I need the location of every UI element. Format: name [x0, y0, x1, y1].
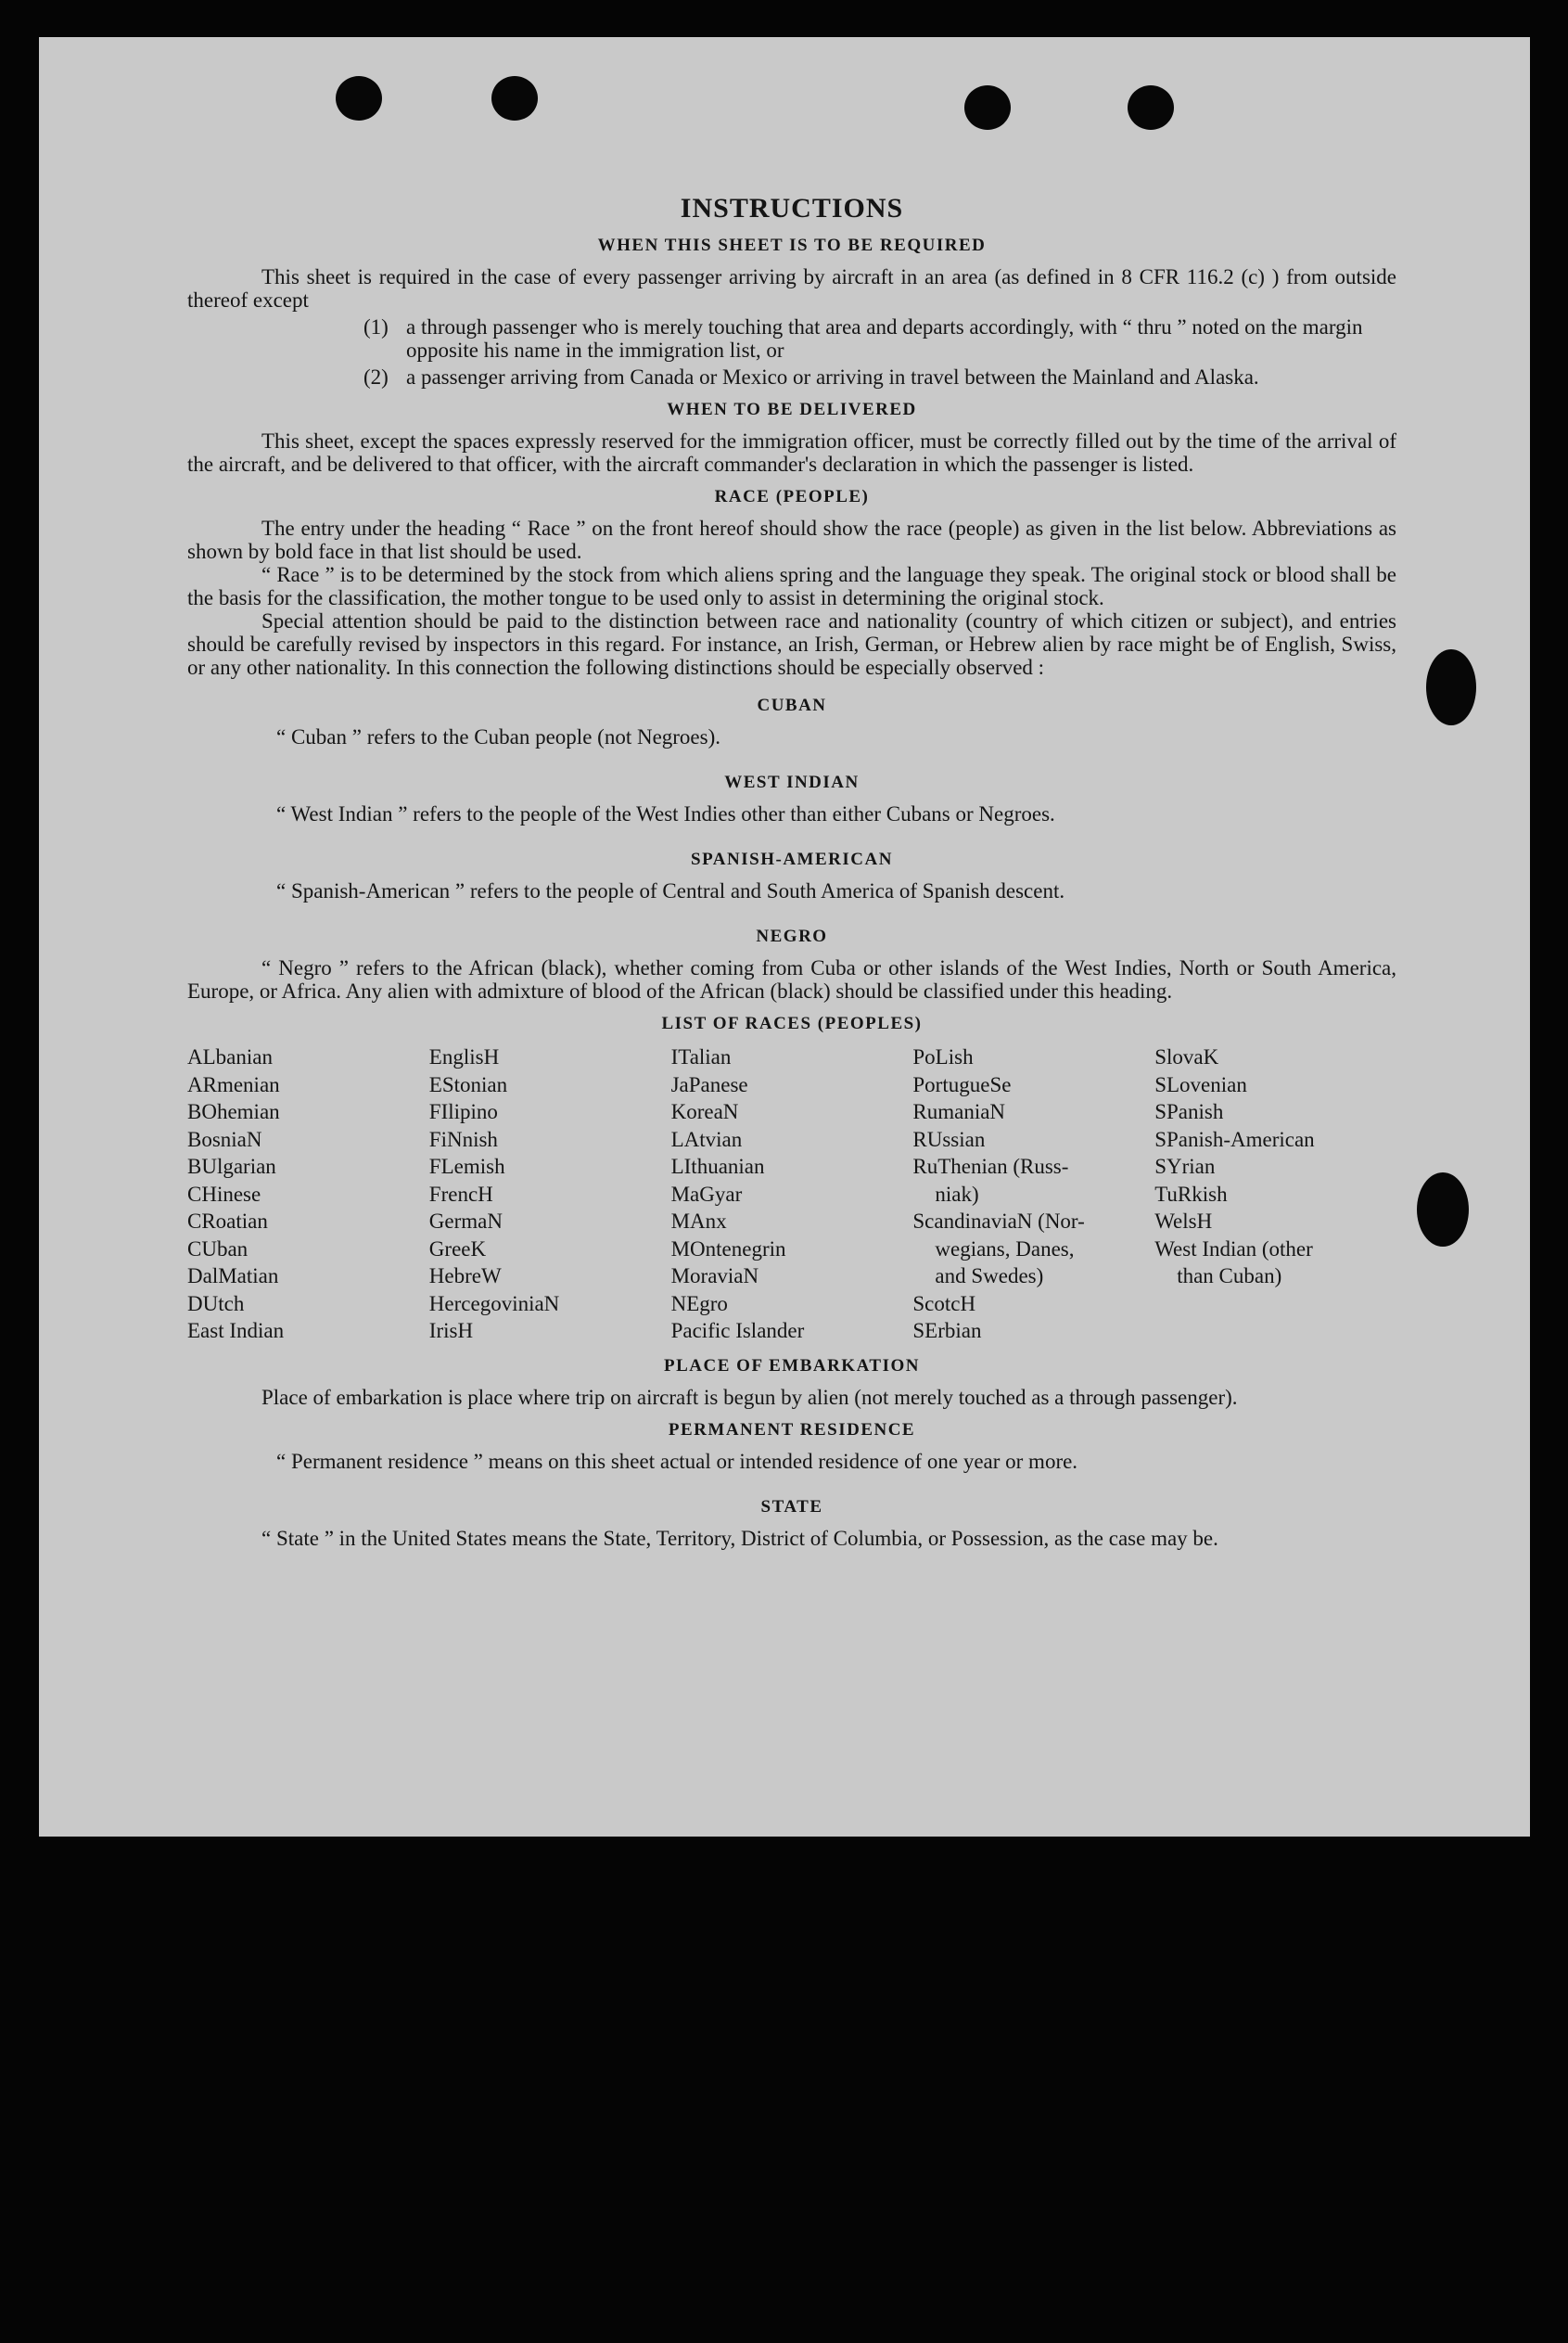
- race-entry: JaPanese: [670, 1072, 748, 1096]
- race-entry: ARmenian: [187, 1072, 280, 1096]
- race-entry: RUssian: [912, 1127, 986, 1151]
- race-entry: ScandinaviaN (Nor-: [912, 1210, 1085, 1233]
- page-title: INSTRUCTIONS: [680, 193, 904, 224]
- races-column: [671, 1043, 913, 1345]
- spanish-american-text: “ Spanish-American ” refers to the people of Central and South America of Spanish descent.: [276, 879, 1065, 903]
- race-entry: and Swedes): [935, 1264, 1044, 1287]
- race-entry: KoreaN: [670, 1100, 739, 1123]
- race-entry: MaGyar: [670, 1182, 743, 1206]
- race-entry: West Indian (other: [1154, 1236, 1313, 1261]
- heading-when-required: WHEN THIS SHEET IS TO BE REQUIRED: [597, 236, 987, 255]
- race-entry: HercegoviniaN: [428, 1291, 560, 1315]
- race-entry: DUtch: [187, 1291, 245, 1315]
- race-entry: MoraviaN: [670, 1264, 759, 1287]
- document-sheet: [39, 37, 1530, 1837]
- races-column: [1154, 1043, 1396, 1345]
- exception-item: [363, 365, 1396, 389]
- race-paragraph: “ Race ” is to be determined by the stock from which aliens spring and the language they speak. The original stock or blood shall be the basis for the classification, the mother tongue to be used only to assist in determining the original stock.: [187, 563, 1396, 609]
- race-entry: FIlipino: [428, 1100, 498, 1123]
- race-entry: ALbanian: [187, 1045, 273, 1069]
- race-entry: BOhemian: [187, 1100, 280, 1123]
- negro-text: “ Negro ” refers to the African (black), whether coming from Cuba or other islands of the West Indies, North or South America, Europe, or Africa. Any alien with admixture of blood of the African (black) should be classified under this heading.: [187, 956, 1396, 1003]
- heading-race: RACE (PEOPLE): [714, 487, 870, 506]
- item-number: (2): [363, 365, 389, 389]
- race-entry: SPanish-American: [1154, 1127, 1315, 1151]
- race-entry: SYrian: [1154, 1155, 1216, 1178]
- embarkation-text: Place of embarkation is place where trip on aircraft is begun by alien (not merely touched as a through passenger).: [261, 1385, 1238, 1409]
- race-entry: HebreW: [428, 1264, 502, 1287]
- heading-cuban: CUBAN: [757, 696, 827, 715]
- race-entry: PortugueSe: [912, 1072, 1012, 1096]
- punch-hole: [336, 76, 382, 121]
- race-entry: NEgro: [670, 1291, 728, 1315]
- west-indian-text: “ West Indian ” refers to the people of the West Indies other than either Cubans or Negroes.: [276, 802, 1055, 826]
- heading-embarkation: PLACE OF EMBARKATION: [664, 1355, 920, 1376]
- item-text: a passenger arriving from Canada or Mexico or arriving in travel between the Mainland and Alaska.: [406, 365, 1259, 389]
- race-entry: SlovaK: [1154, 1045, 1219, 1069]
- race-entry: FiNnish: [428, 1127, 498, 1151]
- race-entry: Pacific Islander: [670, 1319, 805, 1342]
- race-entry: RumaniaN: [912, 1100, 1006, 1123]
- heading-negro: NEGRO: [756, 927, 828, 946]
- punch-hole: [491, 76, 538, 121]
- race-entry: CRoatian: [187, 1210, 268, 1233]
- heading-west-indian: WEST INDIAN: [724, 773, 860, 792]
- race-entry: ScotcH: [912, 1291, 976, 1315]
- race-entry: LAtvian: [670, 1127, 743, 1151]
- race-entry: BUlgarian: [187, 1155, 276, 1178]
- heading-state: STATE: [760, 1496, 823, 1517]
- punch-hole: [1426, 649, 1476, 725]
- race-entry: MAnx: [670, 1210, 727, 1233]
- race-entry: ITalian: [670, 1045, 732, 1069]
- heading-spanish-american: SPANISH-AMERICAN: [691, 850, 893, 869]
- race-entry: than Cuban): [1177, 1264, 1282, 1287]
- race-entry: RuThenian (Russ-: [912, 1155, 1069, 1178]
- item-text: a through passenger who is merely touching that area and departs accordingly, with “ thru ” noted on the margin opposite his name in the immigration list, or: [406, 315, 1363, 362]
- state-text: “ State ” in the United States means the State, Territory, District of Columbia, or Possession, as the case may be.: [261, 1526, 1218, 1550]
- when-delivered-text: This sheet, except the spaces expressly reserved for the immigration officer, must be correctly filled out by the time of the arrival of the aircraft, and be delivered to that officer, with the aircraft commander's declaration in which the passenger is listed.: [187, 429, 1396, 476]
- race-entry: FLemish: [428, 1155, 505, 1178]
- punch-hole: [964, 85, 1011, 130]
- when-required-text: This sheet is required in the case of every passenger arriving by aircraft in an area (as defined in 8 CFR 116.2 (c) ) from outside thereof except: [187, 265, 1396, 312]
- race-entry: GreeK: [428, 1236, 487, 1261]
- race-entry: EnglisH: [428, 1045, 500, 1069]
- heading-residence: PERMANENT RESIDENCE: [668, 1419, 916, 1440]
- race-entry: FrencH: [428, 1182, 493, 1206]
- races-column: [187, 1043, 429, 1345]
- race-entry: BosniaN: [187, 1127, 262, 1151]
- race-entry: GermaN: [428, 1210, 503, 1233]
- race-entry: SErbian: [912, 1319, 982, 1342]
- race-entry: IrisH: [428, 1319, 474, 1342]
- race-entry: CUban: [187, 1236, 249, 1261]
- race-entry: East Indian: [187, 1319, 285, 1342]
- race-entry: PoLish: [912, 1045, 974, 1069]
- race-entry: CHinese: [187, 1182, 261, 1206]
- heading-when-delivered: WHEN TO BE DELIVERED: [667, 400, 917, 419]
- race-entry: SPanish: [1154, 1100, 1224, 1123]
- race-entry: TuRkish: [1154, 1182, 1228, 1206]
- races-list: [187, 1043, 1396, 1345]
- punch-hole: [1128, 85, 1174, 130]
- race-entry: MOntenegrin: [670, 1236, 786, 1261]
- heading-list-of-races: LIST OF RACES (PEOPLES): [661, 1014, 923, 1033]
- race-paragraph: Special attention should be paid to the distinction between race and nationality (country of which citizen or subject), and entries should be carefully revised by inspectors in this regard. For instance, an Irish, German, or Hebrew alien by race might be of English, Swiss, or any other nationality. In this connection the following distinctions should be especially observed :: [187, 609, 1396, 679]
- races-column: [429, 1043, 671, 1345]
- residence-text: “ Permanent residence ” means on this sheet actual or intended residence of one year or more.: [276, 1449, 1078, 1473]
- race-paragraph: The entry under the heading “ Race ” on the front hereof should show the race (people) as given in the list below. Abbreviations as shown by bold face in that list should be used.: [187, 517, 1396, 563]
- race-entry: SLovenian: [1154, 1072, 1247, 1096]
- race-entry: EStonian: [428, 1072, 508, 1096]
- race-entry: niak): [935, 1182, 979, 1206]
- race-entry: DalMatian: [187, 1264, 279, 1287]
- item-number: (1): [363, 315, 389, 339]
- races-column: [912, 1043, 1154, 1345]
- race-entry: WelsH: [1154, 1210, 1213, 1233]
- race-entry: LIthuanian: [670, 1155, 765, 1178]
- exception-item: [363, 315, 1396, 362]
- punch-hole: [1417, 1172, 1469, 1247]
- race-entry: wegians, Danes,: [935, 1236, 1075, 1261]
- cuban-text: “ Cuban ” refers to the Cuban people (not Negroes).: [276, 725, 721, 749]
